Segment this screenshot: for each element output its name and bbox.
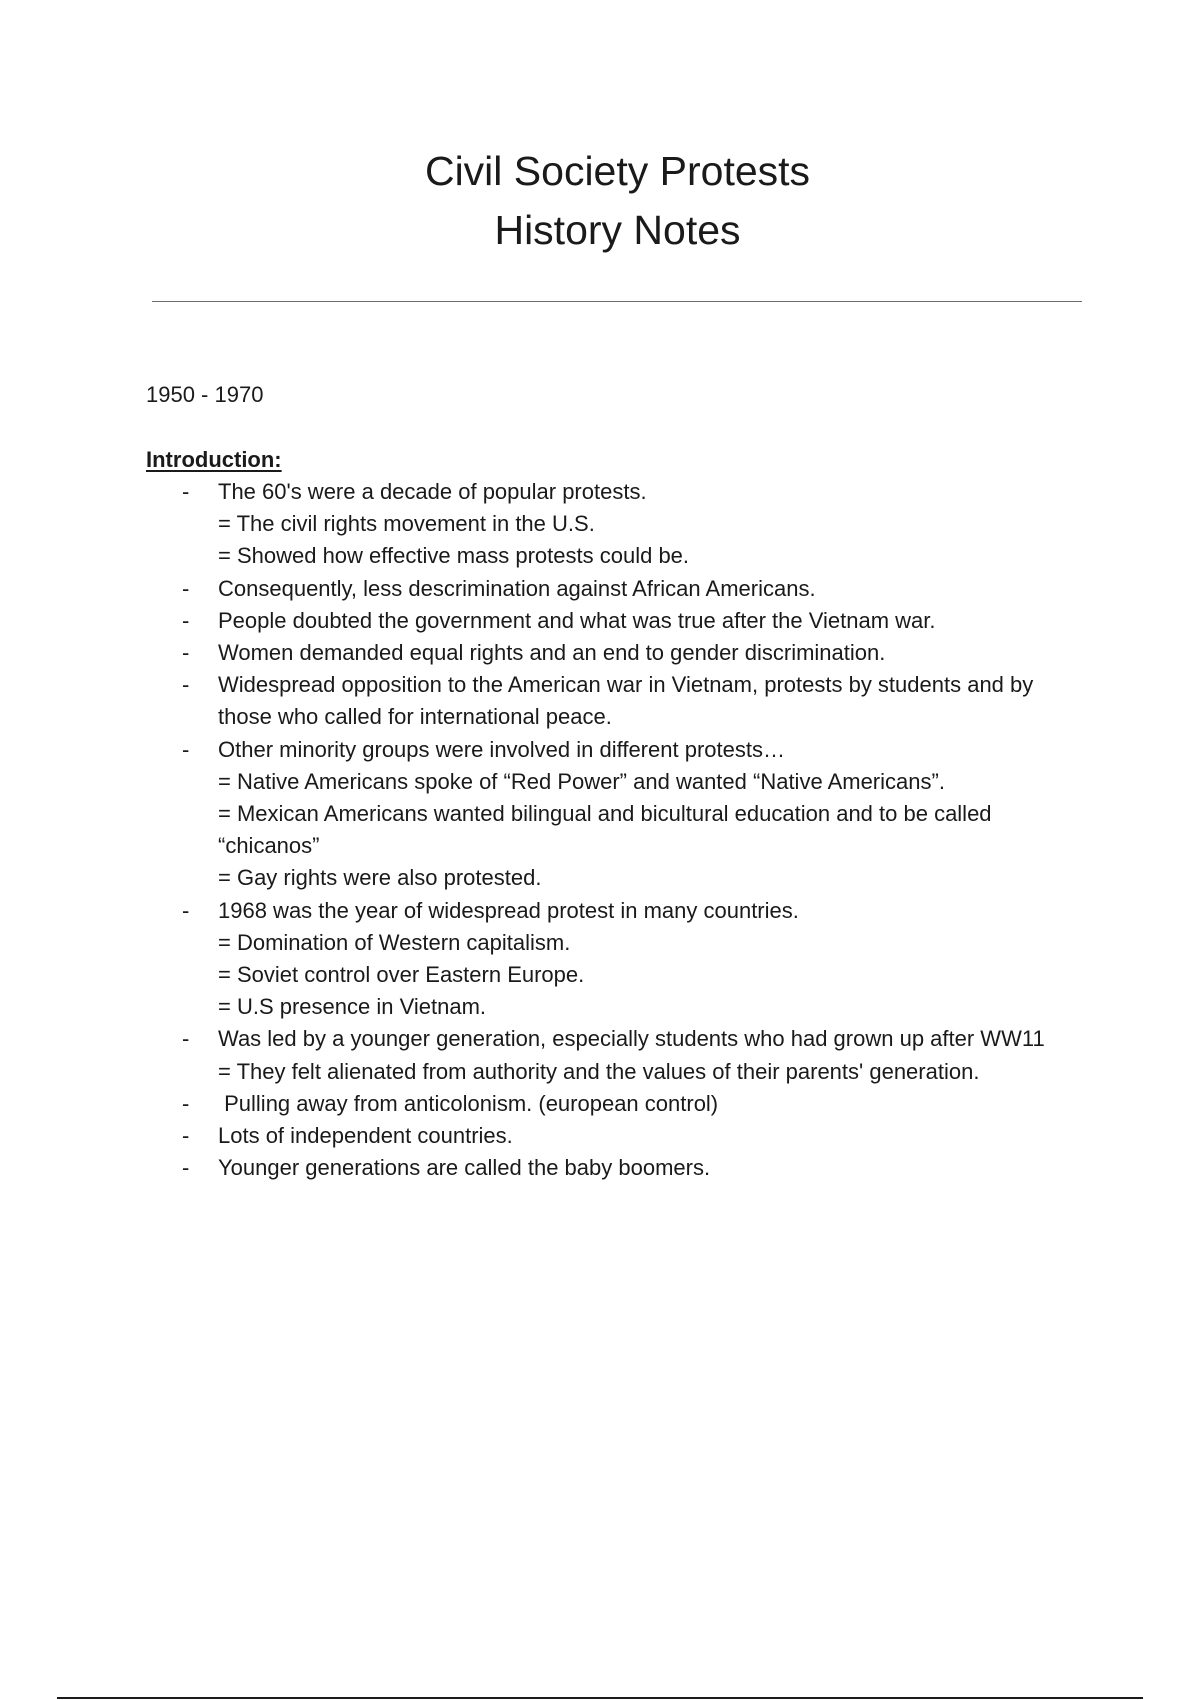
note-text: Other minority groups were involved in different protests…: [218, 736, 785, 762]
note-text: Was led by a younger generation, especially students who had grown up after WW11: [218, 1026, 1045, 1052]
note-text: Widespread opposition to the American war in Vietnam, protests by students and by those who called for international peace.: [218, 672, 1040, 730]
note-subpoint: = Native Americans spoke of “Red Power” and wanted “Native Americans”.: [218, 768, 945, 794]
note-text: The 60's were a decade of popular protests.: [218, 479, 647, 504]
bullet-dash: -: [182, 607, 190, 633]
bullet-dash: -: [182, 479, 190, 504]
note-text: People doubted the government and what was true after the Vietnam war.: [218, 607, 936, 633]
section-heading-introduction: Introduction:: [146, 447, 282, 472]
note-item: [146, 1120, 1086, 1152]
note-subpoint: = The civil rights movement in the U.S.: [218, 511, 595, 537]
document-title: [0, 142, 1200, 260]
bullet-dash: -: [182, 1123, 190, 1149]
note-text: 1968 was the year of widespread protest in many countries.: [218, 897, 799, 923]
note-item: [146, 476, 1086, 573]
title-line-1: Civil Society Protests: [424, 148, 811, 194]
note-subpoint: = U.S presence in Vietnam.: [218, 994, 487, 1020]
note-item: [146, 605, 1086, 637]
bullet-dash: -: [182, 640, 190, 666]
note-text: Younger generations are called the baby boomers.: [218, 1155, 711, 1181]
note-item: [146, 734, 1086, 895]
note-item: [146, 895, 1086, 1024]
bullet-dash: -: [182, 1026, 190, 1052]
note-subpoint: = They felt alienated from authority and the values of their parents' generation.: [218, 1058, 980, 1084]
note-subpoint: = Gay rights were also protested.: [218, 865, 542, 891]
note-item: [146, 637, 1086, 669]
note-item: [146, 669, 1086, 733]
note-subpoint: = Domination of Western capitalism.: [218, 929, 571, 955]
bullet-dash: -: [182, 1090, 190, 1116]
note-item: [146, 1088, 1086, 1120]
title-line-2: History Notes: [494, 207, 741, 253]
date-range: 1950 - 1970: [146, 382, 264, 407]
bullet-dash: -: [182, 575, 190, 601]
bullet-dash: -: [182, 1155, 190, 1181]
note-text: Pulling away from anticolonism. (european control): [218, 1090, 719, 1116]
bullet-dash: -: [182, 672, 190, 698]
note-subpoint: = Showed how effective mass protests could be.: [218, 543, 690, 569]
note-text: Consequently, less descrimination against African Americans.: [218, 575, 816, 601]
title-divider: [152, 301, 1082, 302]
page-bottom-rule: [57, 1697, 1143, 1699]
bullet-dash: -: [182, 897, 190, 923]
note-text: Lots of independent countries.: [218, 1123, 513, 1149]
note-subpoint: = Soviet control over Eastern Europe.: [218, 962, 585, 988]
note-item: [146, 573, 1086, 605]
note-subpoint: = Mexican Americans wanted bilingual and bicultural education and to be called “chicanos”: [218, 801, 992, 859]
note-text: Women demanded equal rights and an end to gender discrimination.: [218, 640, 886, 666]
bullet-dash: -: [182, 736, 190, 762]
note-item: [146, 1152, 1086, 1184]
notes-list: [146, 476, 1086, 1184]
note-item: [146, 1023, 1086, 1087]
